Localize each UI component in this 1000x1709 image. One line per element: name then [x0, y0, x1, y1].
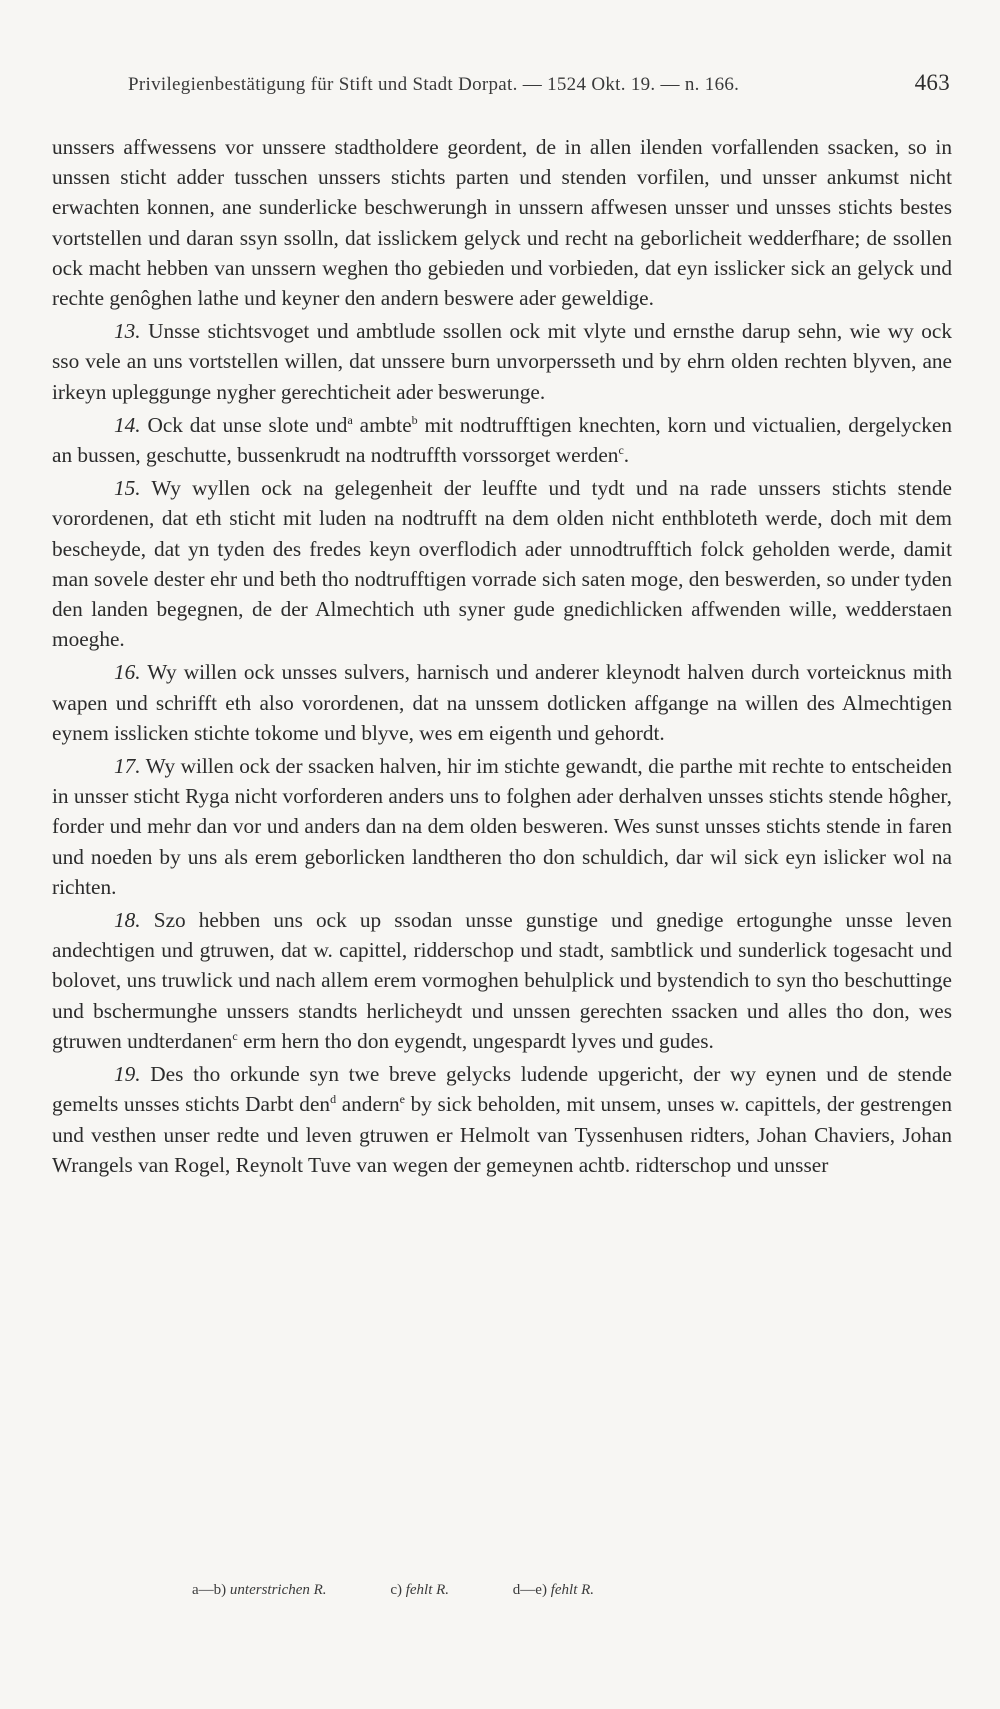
paragraph-number: 16.	[114, 660, 141, 685]
paragraph-number: 14.	[114, 412, 141, 437]
running-title: Privilegienbestätigung für Stift und Stadt Dorpat. — 1524 Okt. 19. — n. 166.	[128, 74, 740, 95]
footnote-marker: c	[232, 1028, 238, 1043]
paragraph-text: Szo hebben uns ock up ssodan unsse gunstige und gnedige ertogunghe unsse leven andechtigen und gtruwen, dat w. capittel, ridderschop und stadt, sambtlick und sunderlick togesacht und bolovet, uns truwlick und nach allem erem vormoghen behulplick und bystendich to syn tho beschuttinge und bschermunghe unssers standts herlicheydt und unssen gerechten ssacken und alles tho don, wes gtruwen undterdanen	[52, 908, 952, 1053]
paragraph-text: Wy willen ock der ssacken halven, hir im stichte gewandt, die parthe mit rechte to entscheiden in unsser sticht Ryga nicht vorforderen anders uns to folghen ader derhalven unsses stichts stende hôgher, forder und mehr dan vor und anders dan na dem olden besweren. Wes sunst unsses stichts stende in faren und noeden by uns als erem geborlicken landtheren tho don schuldich, dar wil sick eyn islicker wol na richten.	[52, 754, 952, 899]
paragraph-15	[52, 473, 952, 654]
paragraph-text: by sick beholden, mit unsem, unses w. capittels, der gestrengen und vesthen unser redte und leven gtruwen er Helmolt van Tyssenhusen ridters, Johan Chaviers, Johan Wrangels van Rogel, Reynolt Tuve van wegen der gemeynen achtb. ridterschop und unsser	[52, 1092, 952, 1177]
paragraph-text: andern	[336, 1092, 400, 1117]
paragraph-19	[52, 1059, 952, 1180]
paragraph-text: mit nodtrufftigen knechten, korn und victualien, dergelycken an bussen, geschutte, bussenkrudt na nodtruffth vorssorget werden	[52, 412, 952, 468]
paragraph-text: Unsse stichtsvoget und ambtlude ssollen ock mit vlyte und ernsthe darup sehn, wie wy ock sso vele an uns vortstellen willen, dat unssere burn unvorpersseth und by ehrn olden rechten blyven, ane irkeyn upleggunge nygher gerechticheit ader beswerunge.	[52, 319, 953, 404]
paragraph-text: Wy wyllen ock na gelegenheit der leuffte und tydt und na rade unssers stichts stende vorordenen, dat eth sticht mit luden na nodtrufft na dem olden nicht enthbloteth werde, doch mit dem bescheyde, dat yn tyden des fredes keyn overflodich ader unnodtrufftich folck geholden werde, damit man sovele dester ehr und beth tho nodtrufftigen vorrade sich saten moge, den beswerden, so under tyden den landen begegnen, de der Almechtich uth syner gude gnedichlicken affwenden wille, wedderstaen moeghe.	[52, 476, 952, 652]
footnotes	[192, 1582, 792, 1599]
footnote	[513, 1582, 594, 1599]
paragraph-number: 19.	[114, 1062, 141, 1087]
footnote-text: fehlt R.	[405, 1582, 450, 1598]
paragraph-text: unssers affwessens vor unssere stadtholdere geordent, de in allen ilenden vorfallenden ssacken, so in unssen sticht adder tusschen unssers stichts parten und stenden vorfilen, und unsser ankumst nicht erwachten konnen, ane sunderlicke beschwerungh in unssern affwesen unsser und unsses stichts bestes vortstellen und daran ssyn ssolln, dat isslickem gelyck und recht na geborlicheit wedderfhare; de ssollen ock macht hebben van unssern weghen tho gebieden und vorbieden, dat eyn isslicker sick an gelyck und rechte genôghen lathe und keyner den andern beswere ader geweldige.	[52, 135, 952, 311]
paragraph-number: 17.	[114, 754, 141, 779]
footnote-text: unterstrichen R.	[229, 1582, 327, 1598]
footnote-mark: d—e)	[512, 1582, 547, 1598]
footnote-marker: d	[330, 1092, 337, 1107]
paragraph-text: erm hern tho don eygendt, ungespardt lyves und gudes.	[237, 1028, 714, 1053]
footnote	[390, 1582, 449, 1599]
page-number: 463	[914, 70, 950, 95]
main-text	[52, 132, 952, 1183]
paragraph-number: 13.	[114, 319, 141, 344]
paragraph-text: Ock dat unse slote und	[147, 412, 348, 437]
paragraph-18	[52, 905, 952, 1056]
paragraph-text: .	[623, 443, 630, 468]
footnote-marker: b	[411, 412, 418, 427]
footnote	[192, 1582, 327, 1599]
paragraph-text: Des tho orkunde syn twe breve gelycks ludende upgericht, der wy eynen und de stende gemelts unsses stichts Darbt den	[52, 1062, 952, 1117]
footnote-marker: c	[618, 442, 624, 457]
footnote-mark: a—b)	[192, 1582, 227, 1598]
footnote-marker: e	[399, 1092, 405, 1107]
page-header	[128, 70, 950, 104]
paragraph-number: 15.	[114, 476, 141, 501]
paragraph-number: 18.	[114, 908, 141, 933]
footnote-marker: a	[347, 412, 353, 427]
paragraph-continuation	[52, 132, 952, 313]
paragraph-16	[52, 657, 952, 748]
footnote-mark: c)	[390, 1582, 402, 1598]
paragraph-text: ambte	[352, 412, 412, 437]
paragraph-17	[52, 751, 952, 902]
footnote-text: fehlt R.	[550, 1582, 595, 1598]
paragraph-text: Wy willen ock unsses sulvers, harnisch und anderer kleynodt halven durch vorteicknus mith wapen und schrifft eth also vorordenen, dat na unssem dotlicken affgange na willen des Almechtigen eynem isslicken stichte tokome und blyve, wes em eigenth und gehordt.	[52, 660, 952, 745]
paragraph-13	[52, 316, 952, 407]
paragraph-14	[52, 410, 952, 470]
